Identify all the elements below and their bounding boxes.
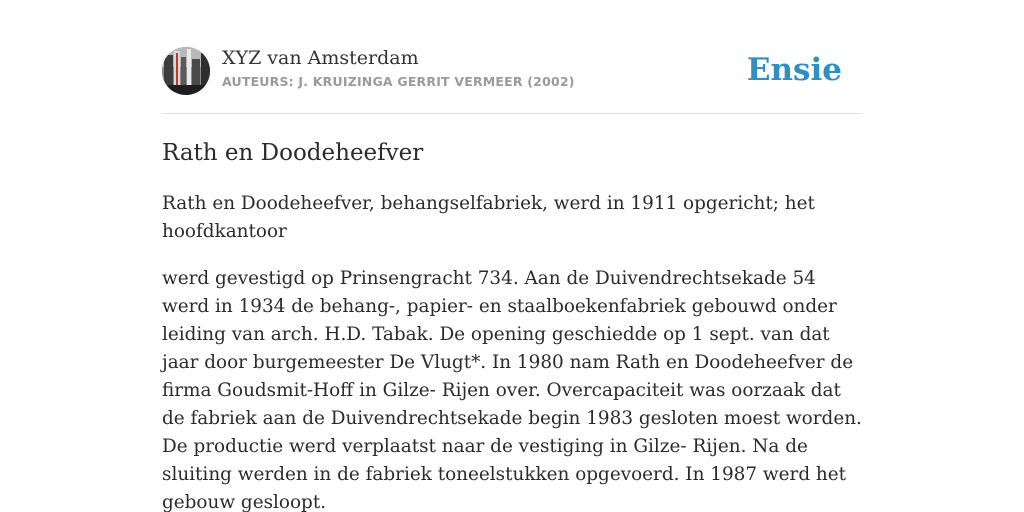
header-divider xyxy=(162,113,862,114)
entry-paragraph: werd gevestigd op Prinsengracht 734. Aan de Duivendrechtsekade 54 werd in 1934 de behang-, papier- en staalboekenfabriek gebouwd onder leiding van arch. H.D. Tabak. De opening geschiedde op 1 sept. van dat jaar door burgemeester De Vlugt*. In 1980 nam Rath en Doodeheefver de firma Goudsmit-Hoff in Gilze- Rijen over. Overcapaciteit was oorzaak dat de fabriek aan de Duivendrechtsekade begin 1983 gesloten moest worden. De productie werd verplaatst naar de vestiging in Gilze- Rijen. Na de sluiting werden in de fabriek toneelstukken opgevoerd. In 1987 werd het gebouw gesloopt. xyxy=(162,268,862,512)
book-authors: AUTEURS: J. KRUIZINGA GERRIT VERMEER (2002) xyxy=(222,74,575,89)
brand-logo[interactable]: Ensie xyxy=(746,52,842,88)
entry-title: Rath en Doodeheefver xyxy=(162,140,424,166)
entry-page xyxy=(162,0,862,512)
book-cover-icon[interactable] xyxy=(162,47,210,95)
header xyxy=(162,46,862,96)
book-title[interactable]: XYZ van Amsterdam xyxy=(222,47,419,69)
entry-paragraph: Rath en Doodeheefver, behangselfabriek, werd in 1911 opgericht; het hoofdkantoor xyxy=(162,193,815,242)
